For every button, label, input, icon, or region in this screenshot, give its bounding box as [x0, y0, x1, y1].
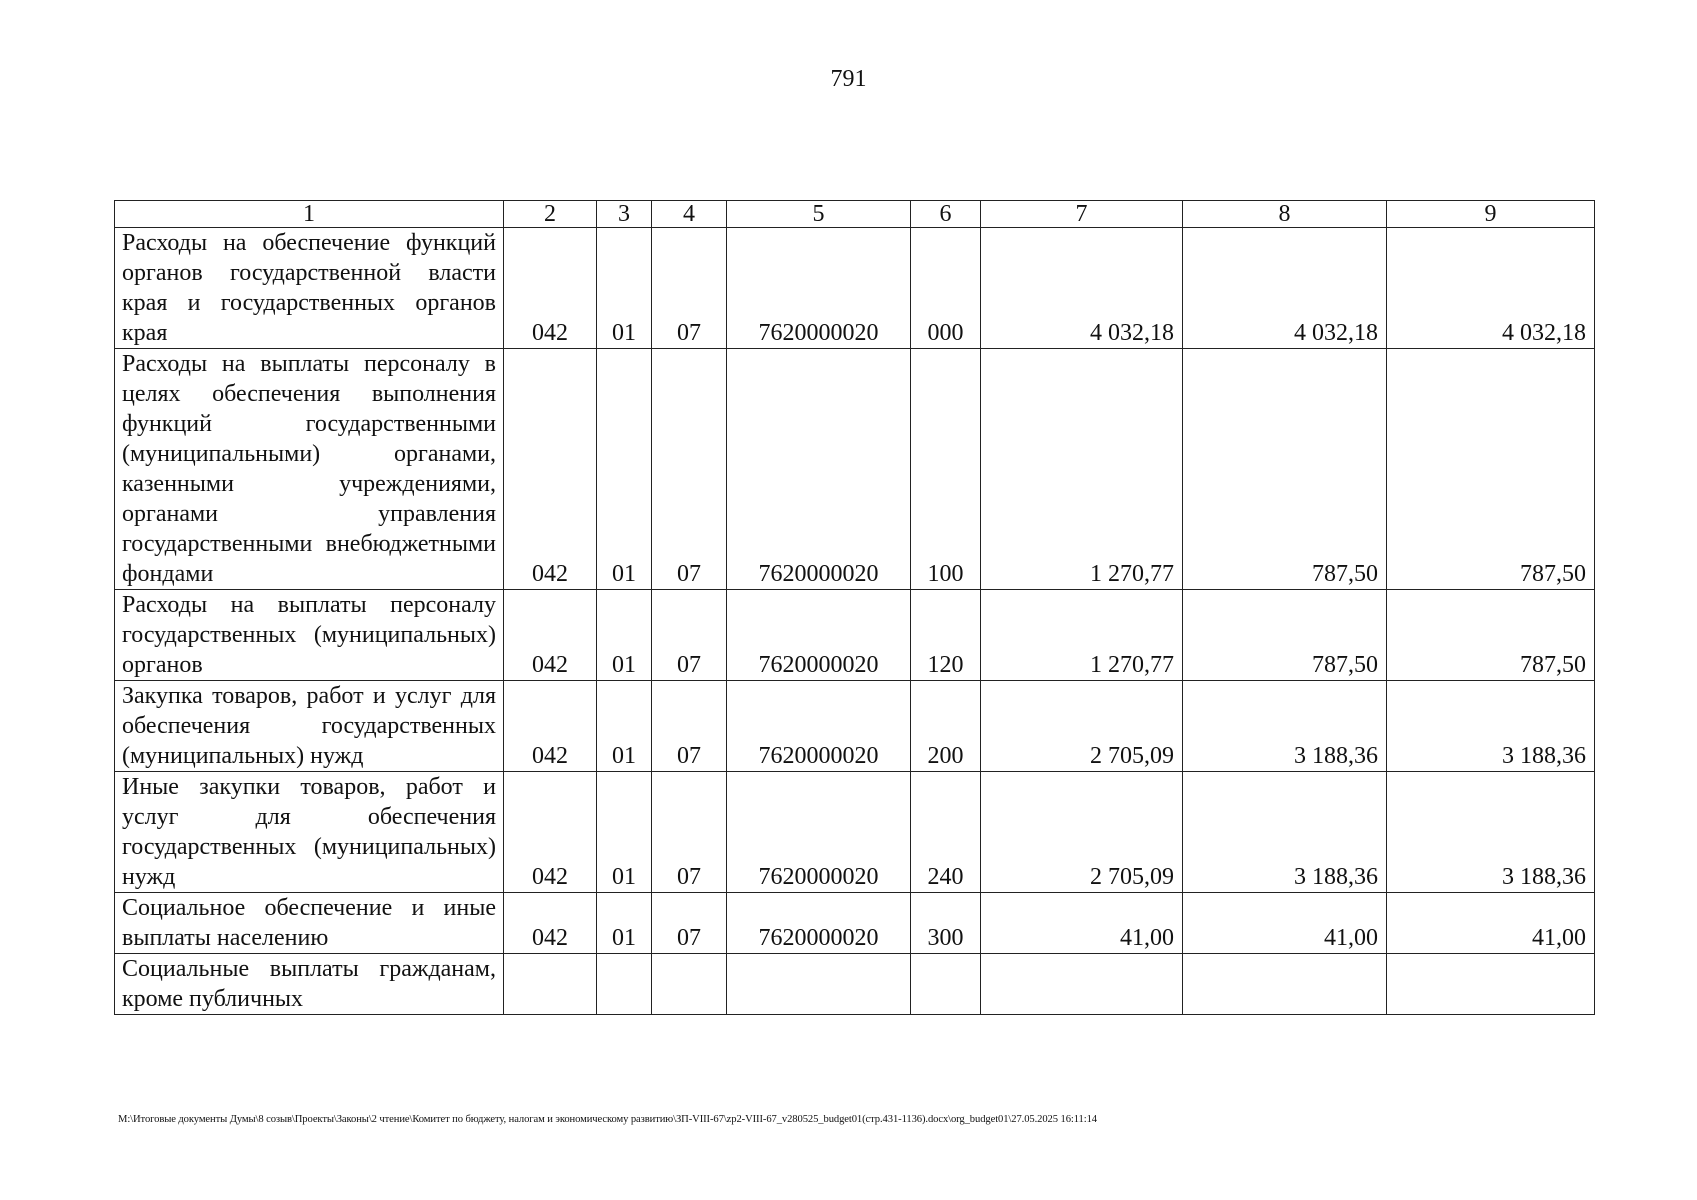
cell-amount-9: 41,00 — [1387, 893, 1595, 954]
cell-code-6 — [911, 954, 981, 1015]
file-path-footer: M:\Итоговые документы Думы\8 созыв\Проекты\Законы\2 чтение\Комитет по бюджету, налогам и экономическому развитию\ЗП-VIII-67\zp2-VIII-67_v280525_budget01(стр.431-1136).docx\org_budget01\27.05.2025 16:11:14 — [118, 1114, 1097, 1125]
table-row — [115, 681, 1595, 772]
cell-code-6: 200 — [911, 681, 981, 772]
cell-code-5: 7620000020 — [727, 772, 911, 893]
cell-amount-8: 787,50 — [1183, 590, 1387, 681]
column-header: 3 — [597, 201, 652, 228]
cell-code-6: 240 — [911, 772, 981, 893]
cell-code-2: 042 — [504, 681, 597, 772]
table-row — [115, 590, 1595, 681]
cell-code-3: 01 — [597, 772, 652, 893]
cell-amount-7: 4 032,18 — [981, 228, 1183, 349]
cell-code-5: 7620000020 — [727, 590, 911, 681]
table-header-row — [115, 201, 1595, 228]
cell-code-2: 042 — [504, 772, 597, 893]
column-header: 2 — [504, 201, 597, 228]
cell-code-5 — [727, 954, 911, 1015]
cell-code-2: 042 — [504, 590, 597, 681]
cell-amount-7: 41,00 — [981, 893, 1183, 954]
column-header: 8 — [1183, 201, 1387, 228]
cell-code-4: 07 — [652, 681, 727, 772]
cell-code-3: 01 — [597, 590, 652, 681]
cell-code-5: 7620000020 — [727, 681, 911, 772]
cell-code-5: 7620000020 — [727, 228, 911, 349]
cell-amount-9: 787,50 — [1387, 590, 1595, 681]
cell-code-4: 07 — [652, 590, 727, 681]
cell-code-3: 01 — [597, 893, 652, 954]
column-header: 1 — [115, 201, 504, 228]
table-row — [115, 893, 1595, 954]
column-header: 5 — [727, 201, 911, 228]
row-name: Иные закупки товаров, работ и услуг для обеспечения государственных (муниципальных) нужд — [115, 772, 504, 893]
cell-code-4: 07 — [652, 349, 727, 590]
cell-code-2: 042 — [504, 893, 597, 954]
cell-code-5: 7620000020 — [727, 893, 911, 954]
cell-amount-7 — [981, 954, 1183, 1015]
cell-amount-9: 3 188,36 — [1387, 772, 1595, 893]
column-header: 9 — [1387, 201, 1595, 228]
cell-code-3: 01 — [597, 228, 652, 349]
cell-code-3: 01 — [597, 349, 652, 590]
cell-amount-7: 1 270,77 — [981, 349, 1183, 590]
cell-code-5: 7620000020 — [727, 349, 911, 590]
row-name: Социальные выплаты гражданам, кроме публичных — [115, 954, 504, 1015]
table-row — [115, 349, 1595, 590]
row-name: Закупка товаров, работ и услуг для обеспечения государственных (муниципальных) нужд — [115, 681, 504, 772]
cell-code-4: 07 — [652, 893, 727, 954]
cell-code-3: 01 — [597, 681, 652, 772]
cell-amount-9: 3 188,36 — [1387, 681, 1595, 772]
cell-amount-8 — [1183, 954, 1387, 1015]
cell-code-2: 042 — [504, 349, 597, 590]
row-name: Расходы на выплаты персоналу в целях обеспечения выполнения функций государственными (муниципальными) органами, казенными учреждениями, органами управления государственными внебюджетными фондами — [115, 349, 504, 590]
cell-amount-9: 787,50 — [1387, 349, 1595, 590]
cell-code-6: 300 — [911, 893, 981, 954]
cell-amount-8: 4 032,18 — [1183, 228, 1387, 349]
page-number: 791 — [830, 66, 867, 92]
cell-amount-9 — [1387, 954, 1595, 1015]
cell-code-4: 07 — [652, 772, 727, 893]
column-header: 7 — [981, 201, 1183, 228]
cell-code-6: 100 — [911, 349, 981, 590]
cell-amount-8: 3 188,36 — [1183, 681, 1387, 772]
row-name: Социальное обеспечение и иные выплаты населению — [115, 893, 504, 954]
budget-table — [114, 200, 1595, 1015]
cell-amount-9: 4 032,18 — [1387, 228, 1595, 349]
table-row — [115, 954, 1595, 1015]
cell-code-6: 120 — [911, 590, 981, 681]
cell-code-4: 07 — [652, 228, 727, 349]
column-header: 4 — [652, 201, 727, 228]
cell-code-6: 000 — [911, 228, 981, 349]
row-name: Расходы на выплаты персоналу государственных (муниципальных) органов — [115, 590, 504, 681]
cell-amount-7: 2 705,09 — [981, 772, 1183, 893]
cell-amount-8: 3 188,36 — [1183, 772, 1387, 893]
cell-amount-7: 2 705,09 — [981, 681, 1183, 772]
table-row — [115, 772, 1595, 893]
cell-code-4 — [652, 954, 727, 1015]
cell-code-2 — [504, 954, 597, 1015]
table-row — [115, 228, 1595, 349]
row-name: Расходы на обеспечение функций органов государственной власти края и государственных органов края — [115, 228, 504, 349]
cell-code-3 — [597, 954, 652, 1015]
cell-amount-7: 1 270,77 — [981, 590, 1183, 681]
cell-amount-8: 41,00 — [1183, 893, 1387, 954]
cell-amount-8: 787,50 — [1183, 349, 1387, 590]
column-header: 6 — [911, 201, 981, 228]
cell-code-2: 042 — [504, 228, 597, 349]
